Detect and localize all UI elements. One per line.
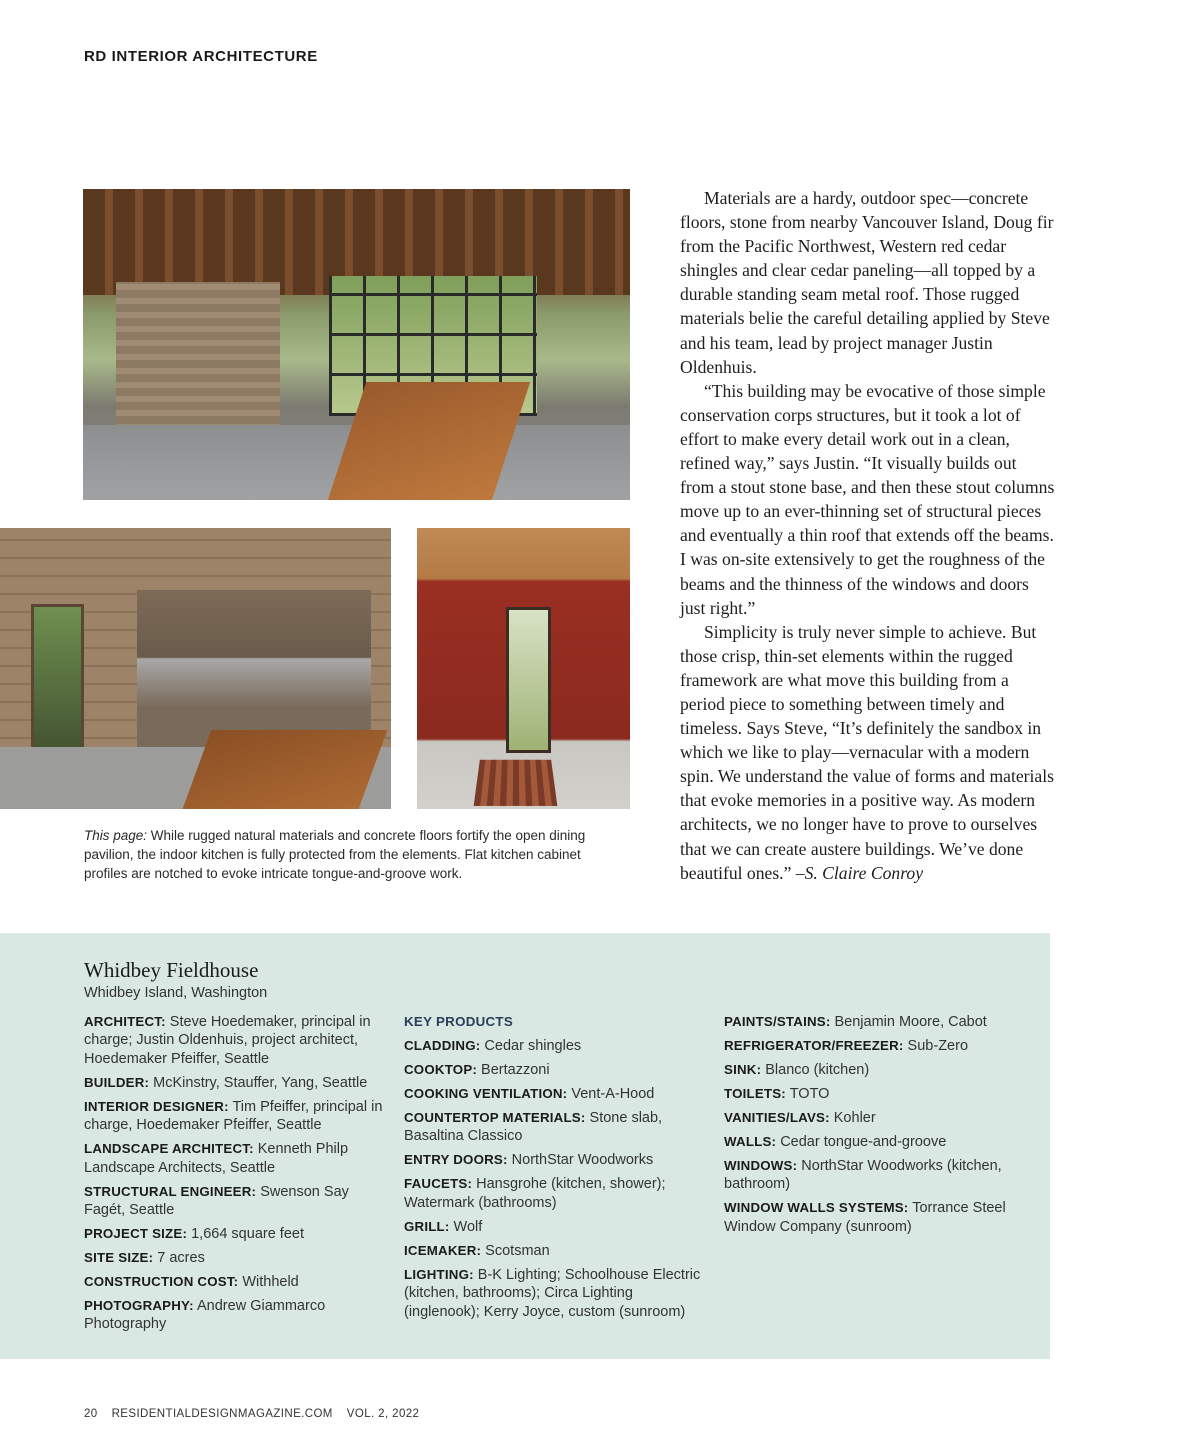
credit-entry [404, 1151, 704, 1169]
credit-entry [84, 1140, 384, 1177]
credit-value: B-K Lighting; Schoolhouse Electric (kitchen, bathrooms); Circa Lighting (inglenook); Kerry Joyce, custom (sunroom) [404, 1266, 701, 1320]
caption-lead: This page: [84, 828, 148, 843]
credit-label: WINDOWS: [724, 1158, 798, 1173]
article-body [680, 186, 1055, 885]
indoor-kitchen-photo [417, 528, 630, 809]
credit-value: Bertazzoni [477, 1062, 550, 1078]
credit-entry [724, 1085, 1034, 1103]
credit-entry [404, 1085, 704, 1103]
credit-value: 7 acres [153, 1250, 205, 1267]
magazine-site: RESIDENTIALDESIGNMAGAZINE.COM [111, 1408, 333, 1420]
credit-value: Kohler [829, 1110, 876, 1126]
credit-entry [84, 1273, 384, 1291]
credit-label: BUILDER: [84, 1074, 150, 1090]
credit-value: Andrew Giammarco Photography [84, 1298, 326, 1333]
credit-label: STRUCTURAL ENGINEER: [84, 1183, 257, 1199]
credit-label: ENTRY DOORS: [404, 1152, 508, 1168]
article-paragraph [680, 620, 1055, 885]
project-title: Whidbey Fieldhouse [84, 958, 259, 982]
credit-label: PHOTOGRAPHY: [84, 1298, 194, 1314]
credit-label: CLADDING: [404, 1038, 481, 1053]
credit-value: Sub-Zero [903, 1038, 969, 1054]
credit-label: VANITIES/LAVS: [724, 1110, 830, 1125]
credit-entry [724, 1133, 1034, 1151]
credit-label: COUNTERTOP MATERIALS: [404, 1110, 586, 1125]
credit-entry [724, 1037, 1034, 1055]
credit-label: WINDOW WALLS SYSTEMS: [724, 1200, 909, 1216]
credit-entry [84, 1013, 384, 1068]
credit-entry [724, 1109, 1034, 1127]
credit-value: Cedar tongue-and-groove [776, 1134, 947, 1150]
credit-label: INTERIOR DESIGNER: [84, 1098, 229, 1114]
byline: –S. Claire Conroy [791, 862, 924, 883]
credit-value: Steve Hoedemaker, principal in charge; Justin Oldenhuis, project architect, Hoedemaker Pfeiffer, Seattle [84, 1014, 371, 1067]
article-paragraph: “This building may be evocative of those simple conservation corps structures, but it took a lot of effort to make every detail work out in a clean, refined way,” says Justin. “It visually builds out from a stout stone base, and then these stout columns move up to an ever-thinning set of structural pieces and eventually a thin roof that extends off the beams. I was on-site extensively to get the roughness of the beams and the thinness of the windows and doors just right.” [680, 380, 1055, 618]
credit-entry [404, 1109, 704, 1146]
credit-entry [84, 1098, 384, 1135]
credit-value: 1,664 square feet [187, 1226, 304, 1243]
key-products-column [404, 1013, 704, 1327]
credit-entry [404, 1061, 704, 1079]
page-number: 20 [84, 1408, 98, 1420]
credit-label: PAINTS/STAINS: [724, 1014, 831, 1029]
credit-value: Cedar shingles [480, 1038, 582, 1054]
credit-value: Torrance Steel Window Company (sunroom) [724, 1200, 1006, 1235]
section-label: RD INTERIOR ARCHITECTURE [84, 48, 318, 65]
credit-value: Withheld [238, 1274, 299, 1291]
credit-label: TOILETS: [724, 1086, 786, 1101]
credit-value: Tim Pfeiffer, principal in charge, Hoedemaker Pfeiffer, Seattle [84, 1098, 383, 1134]
credit-value: NorthStar Woodworks (kitchen, bathroom) [724, 1158, 1002, 1193]
credit-label: COOKTOP: [404, 1062, 478, 1077]
credit-entry [404, 1218, 704, 1236]
credit-entry [84, 1249, 384, 1267]
credits-column-1 [84, 1013, 384, 1339]
credit-label: FAUCETS: [404, 1176, 473, 1192]
credit-entry [724, 1199, 1034, 1236]
credit-label: PROJECT SIZE: [84, 1226, 188, 1242]
credit-label: LIGHTING: [404, 1266, 474, 1282]
credit-entry [84, 1297, 384, 1334]
credit-label: REFRIGERATOR/FREEZER: [724, 1038, 904, 1053]
credit-value: Scotsman [481, 1242, 550, 1259]
issue-volume: VOL. 2, 2022 [346, 1408, 420, 1420]
credit-value: Blanco (kitchen) [761, 1062, 870, 1078]
credit-label: SITE SIZE: [84, 1250, 154, 1266]
article-paragraph-text: Simplicity is truly never simple to achieve. But those crisp, thin-set elements within the rugged framework are what move this building from a period piece to something between timely and timeless. Says Steve, “It’s definitely the sandbox in which we like to play—vernacular with a modern spin. We understand the value of forms and materials that evoke memories in a positive way. As modern architects, we no longer have to prove to ourselves that we can create austere buildings. We’ve done beautiful ones.” [680, 621, 1054, 883]
credit-entry [724, 1013, 1034, 1031]
products-column-2 [724, 1013, 1034, 1242]
credit-value: NorthStar Woodworks [507, 1152, 654, 1169]
article-paragraph: Materials are a hardy, outdoor spec—concrete floors, stone from nearby Vancouver Island, Doug fir from the Pacific Northwest, Western red cedar shingles and clear cedar paneling—all topped by a durable standing seam metal roof. Those rugged materials belie the careful detailing applied by Steve and his team, lead by project manager Justin Oldenhuis. [680, 188, 1054, 377]
credit-value: McKinstry, Stauffer, Yang, Seattle [149, 1074, 368, 1091]
credit-entry [404, 1242, 704, 1260]
credit-entry [404, 1266, 704, 1321]
credit-label: WALLS: [724, 1134, 777, 1149]
credit-label: COOKING VENTILATION: [404, 1086, 568, 1101]
credit-value: Stone slab, Basaltina Classico [404, 1110, 663, 1145]
credit-label: CONSTRUCTION COST: [84, 1274, 239, 1290]
credit-value: Kenneth Philp Landscape Architects, Seattle [84, 1141, 349, 1176]
photo-caption [84, 826, 624, 883]
project-location: Whidbey Island, Washington [84, 985, 268, 1001]
pavilion-dining-photo [83, 189, 630, 500]
caption-text: While rugged natural materials and concrete floors fortify the open dining pavilion, the indoor kitchen is fully protected from the elements. Flat kitchen cabinet profiles are notched to evoke intricate tongue-and-groove work. [84, 828, 586, 881]
credit-entry [724, 1061, 1034, 1079]
credit-entry [84, 1074, 384, 1092]
outdoor-grill-photo [0, 528, 391, 809]
credit-value: TOTO [785, 1086, 830, 1102]
credit-entry [724, 1157, 1034, 1194]
credit-label: LANDSCAPE ARCHITECT: [84, 1141, 254, 1157]
credit-entry [84, 1183, 384, 1220]
credit-label: ICEMAKER: [404, 1242, 482, 1258]
credit-entry [404, 1175, 704, 1212]
credit-entry [84, 1225, 384, 1243]
key-products-heading: KEY PRODUCTS [404, 1014, 514, 1029]
credit-label: GRILL: [404, 1218, 450, 1234]
credit-label: ARCHITECT: [84, 1014, 166, 1029]
credit-label: SINK: [724, 1062, 762, 1077]
credit-value: Swenson Say Fagét, Seattle [84, 1183, 349, 1219]
credit-entry [404, 1037, 704, 1055]
page-footer [84, 1408, 433, 1420]
credit-value: Benjamin Moore, Cabot [830, 1014, 987, 1030]
credit-value: Hansgrohe (kitchen, shower); Watermark (bathrooms) [404, 1176, 666, 1211]
credit-value: Vent-A-Hood [567, 1086, 655, 1102]
credit-value: Wolf [449, 1218, 483, 1235]
